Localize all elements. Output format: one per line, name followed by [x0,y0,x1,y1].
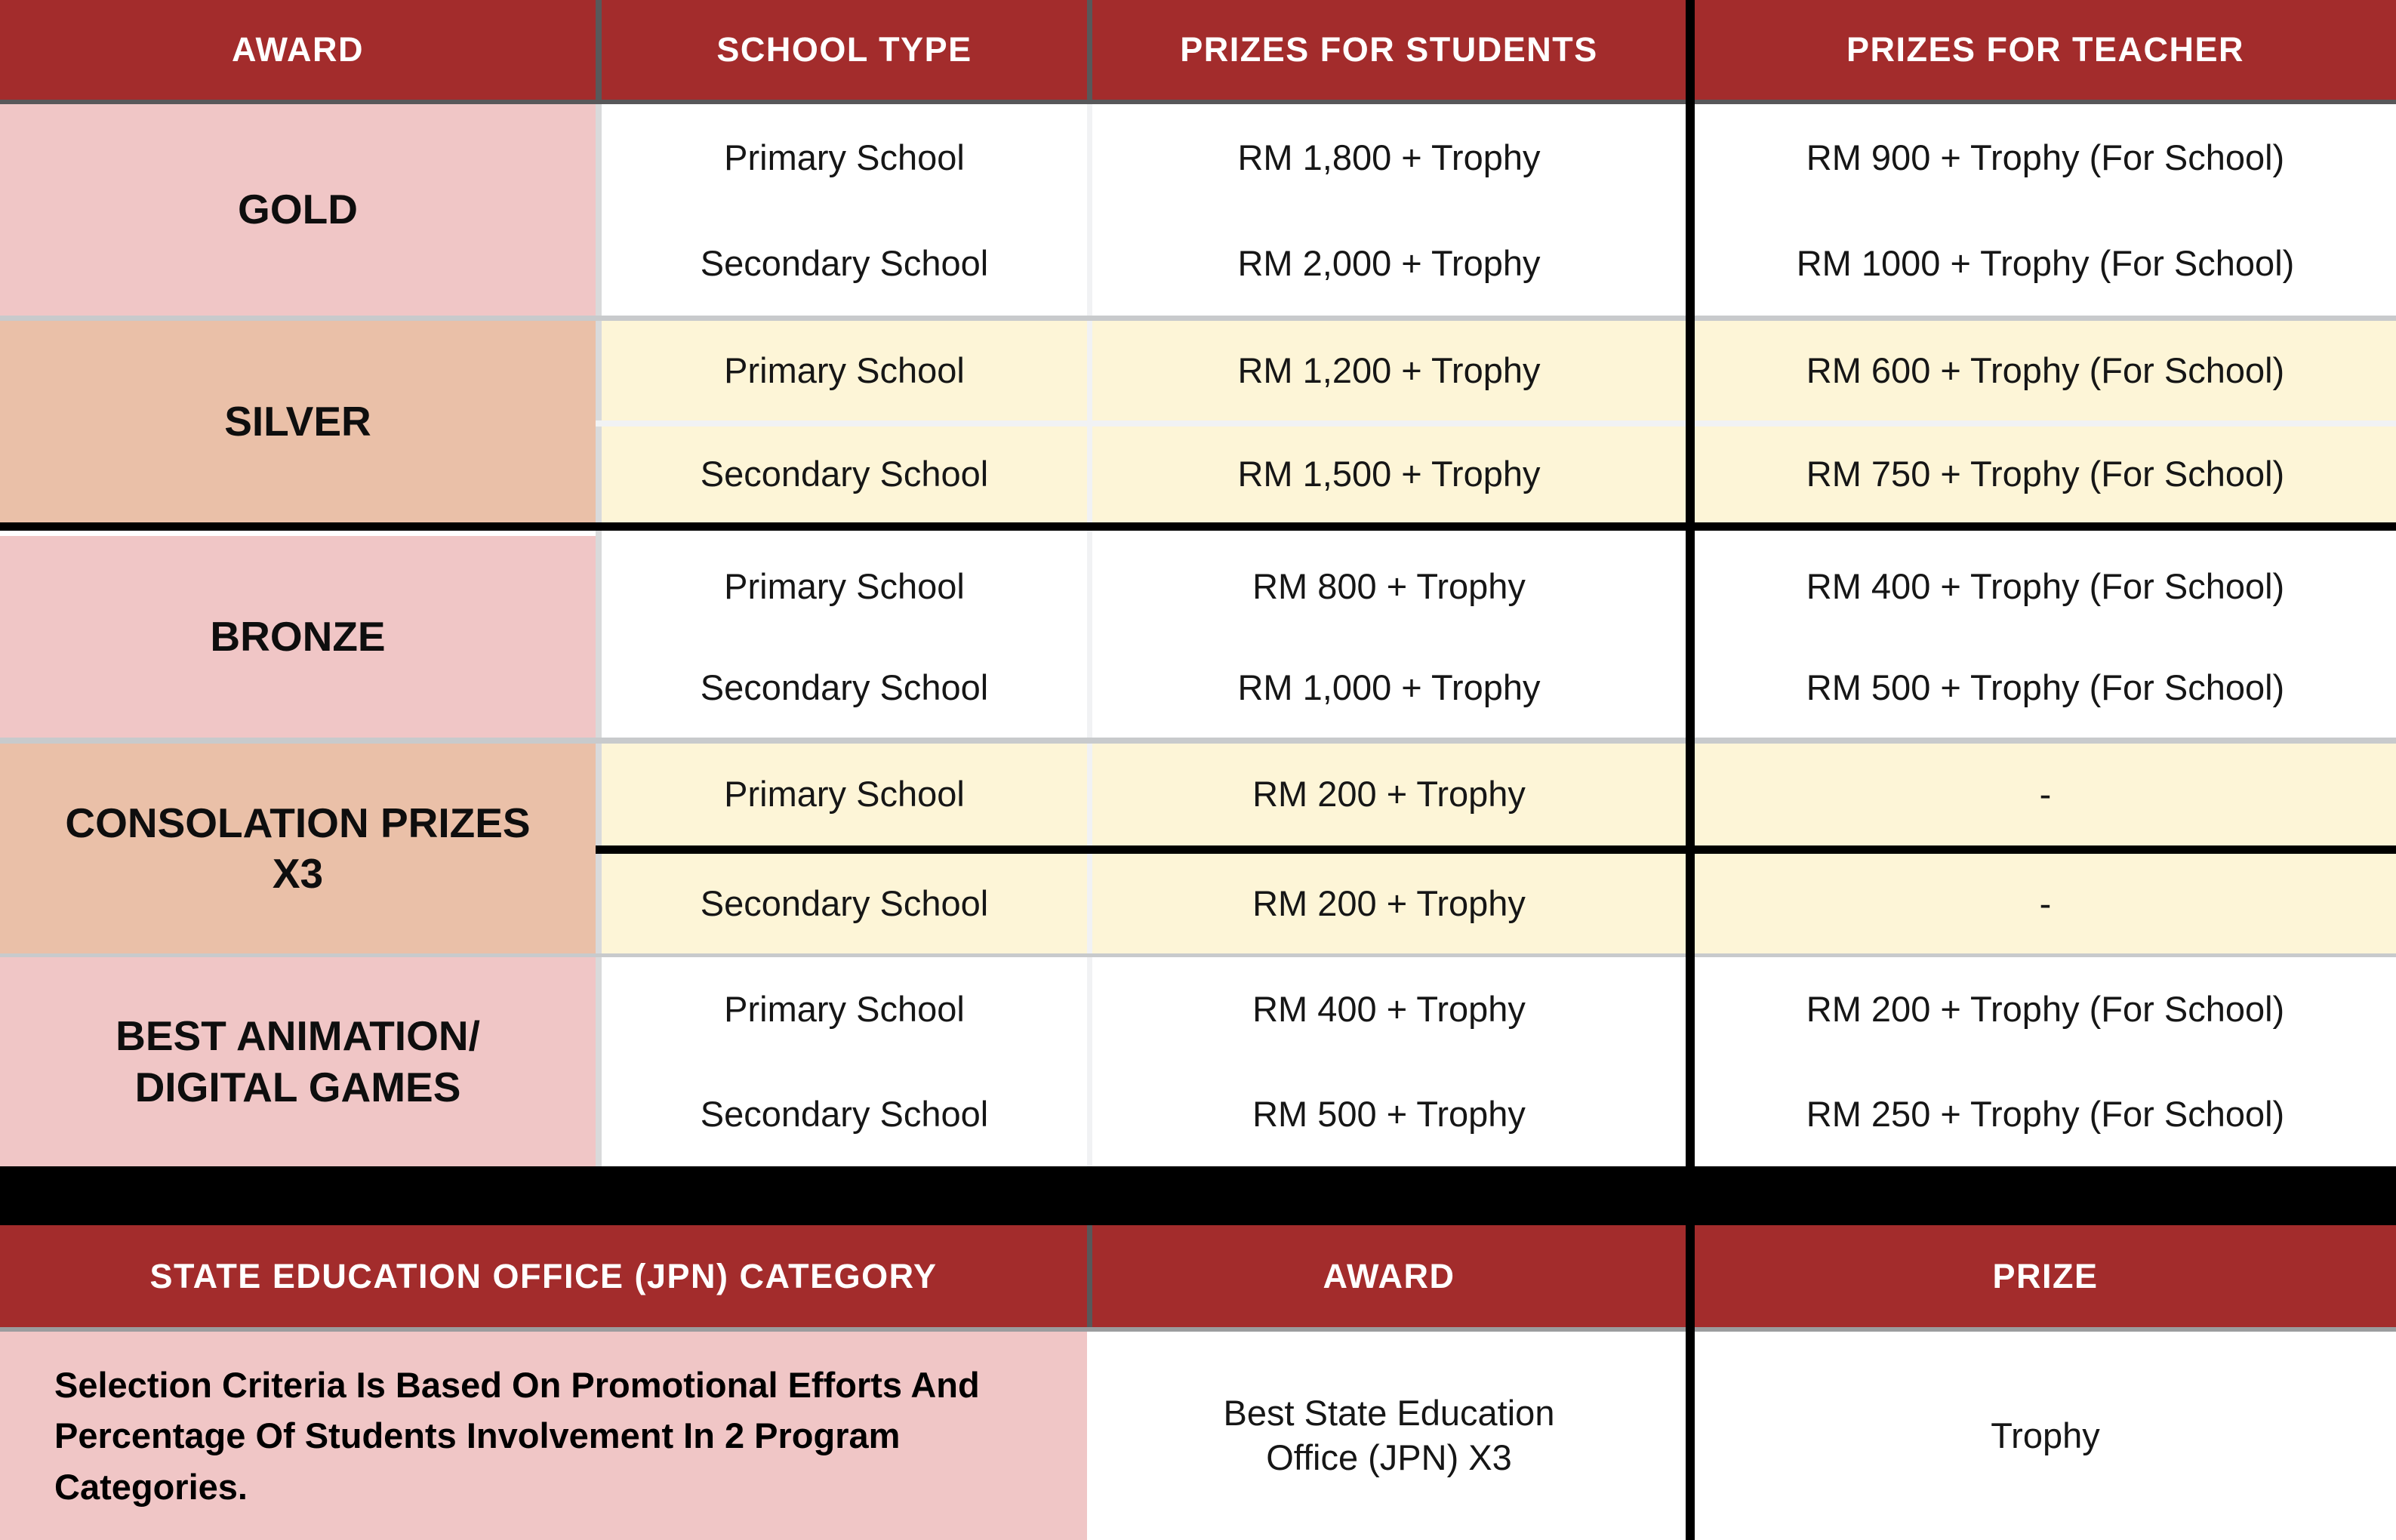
t1-best-animation-primary-students-cell [1092,957,1686,1062]
t1-header-school-type-label: SCHOOL TYPE [716,30,972,69]
cell-value: Primary School [724,566,965,607]
t2-header-divider [1087,1225,1092,1327]
cell-value: Primary School [724,350,965,390]
t1-bronze-secondary-students-cell [1092,638,1686,738]
cell-value: Secondary School [700,882,989,923]
t1-header-award-label: AWARD [232,30,364,69]
thick-divider-below-silver [0,522,2396,531]
cell-value: RM 200 + Trophy [1252,882,1526,923]
t1-header-bottom-border [0,100,2396,104]
t1-bronze-award-label: BRONZE [210,612,386,660]
cell-value: RM 900 + Trophy (For School) [1806,137,2285,178]
t1-silver-secondary-school-cell [602,427,1087,522]
cell-value: RM 500 + Trophy (For School) [1806,667,2285,707]
t1-best-animation-award-label: BEST ANIMATION/ DIGITAL GAMES [115,1012,480,1110]
cell-value: Primary School [724,137,965,178]
cell-value: Secondary School [700,1093,989,1134]
t1-gold-award-cell [0,104,596,316]
cell-value: Secondary School [700,454,989,494]
cell-value: Primary School [724,774,965,815]
cell-value: RM 1000 + Trophy (For School) [1796,243,2295,284]
cell-value: RM 1,500 + Trophy [1237,454,1541,494]
cell-value: RM 1,000 + Trophy [1237,667,1541,707]
t1-best-animation-secondary-students-cell [1092,1062,1686,1166]
t2-award-text: Best State Education Office (JPN) X3 [1223,1393,1555,1477]
t2-category-text: Selection Criteria Is Based On Promotional Efforts And Percentage Of Students Involvement In 2 Program Categories. [54,1365,980,1507]
t2-category-cell [0,1332,1087,1540]
t1-silver-primary-teacher-cell [1695,321,2396,420]
section-divider-gold-silver [0,316,2396,321]
t1-best-animation-award-cell [0,957,596,1166]
t1-col-divider-award [596,104,602,1166]
t2-prize-cell [1695,1332,2396,1540]
t1-bronze-secondary-teacher-cell [1695,638,2396,738]
cell-value: Primary School [724,989,965,1030]
cell-value: RM 400 + Trophy [1252,989,1526,1030]
t1-silver-secondary-students-cell [1092,427,1686,522]
t1-best-animation-secondary-school-cell [602,1062,1087,1166]
t1-gold-primary-students-cell [1092,104,1686,212]
t1-consolation-secondary-school-cell [602,854,1087,953]
t1-bronze-award-cell [0,536,596,738]
t2-header-bottom-border [0,1327,2396,1332]
t1-gold-secondary-teacher-cell [1695,212,2396,316]
t1-silver-award-cell [0,321,596,522]
t1-header-prizes-students-label: PRIZES FOR STUDENTS [1180,30,1598,69]
t2-header-category [0,1225,1087,1327]
cell-value: Secondary School [700,243,989,284]
thick-divider-consolation-rows [596,845,2396,854]
t1-gold-primary-school-cell [602,104,1087,212]
t1-consolation-award-cell [0,744,596,953]
t1-silver-primary-school-cell [602,321,1087,420]
t1-bronze-primary-students-cell [1092,536,1686,638]
t1-best-animation-primary-school-cell [602,957,1087,1062]
t2-header-prize-label: PRIZE [1992,1256,2099,1295]
t2-black-column-divider [1686,1225,1695,1540]
section-divider-consolation-best [0,953,2396,957]
cell-value: RM 200 + Trophy (For School) [1806,989,2285,1030]
t1-bronze-primary-school-cell [602,536,1087,638]
t2-header-category-label: STATE EDUCATION OFFICE (JPN) CATEGORY [149,1256,938,1295]
cell-value: RM 800 + Trophy [1252,566,1526,607]
t1-consolation-secondary-teacher-cell [1695,854,2396,953]
t1-best-animation-primary-teacher-cell [1695,957,2396,1062]
t2-header-award [1092,1225,1686,1327]
t1-silver-primary-students-cell [1092,321,1686,420]
cell-value: RM 400 + Trophy (For School) [1806,566,2285,607]
t1-header-prizes-teacher [1695,0,2396,100]
t2-header-prize [1695,1225,2396,1327]
t1-gold-primary-teacher-cell [1695,104,2396,212]
cell-value: RM 600 + Trophy (For School) [1806,350,2285,390]
t1-silver-award-label: SILVER [224,397,371,445]
t2-prize-text: Trophy [1991,1415,2100,1455]
t1-gold-award-label: GOLD [238,186,358,233]
t1-col-divider-school [1087,104,1092,1166]
t1-bronze-primary-teacher-cell [1695,536,2396,638]
section-divider-bronze-consolation [0,738,2396,744]
t2-award-cell [1092,1332,1686,1540]
t1-consolation-primary-students-cell [1092,744,1686,845]
t1-header-award [0,0,596,100]
t1-consolation-secondary-students-cell [1092,854,1686,953]
cell-value: RM 1,200 + Trophy [1237,350,1541,390]
t1-best-animation-secondary-teacher-cell [1695,1062,2396,1166]
t1-consolation-primary-school-cell [602,744,1087,845]
cell-value: RM 200 + Trophy [1252,774,1526,815]
cell-value: RM 250 + Trophy (For School) [1806,1093,2285,1134]
t1-silver-row-divider [596,420,2396,427]
cell-value: RM 500 + Trophy [1252,1093,1526,1134]
t1-silver-secondary-teacher-cell [1695,427,2396,522]
t1-header-prizes-students [1092,0,1686,100]
cell-value: RM 1,800 + Trophy [1237,137,1541,178]
cell-value: Secondary School [700,667,989,707]
table-separator-band [0,1166,2396,1225]
t1-header-school-type [602,0,1087,100]
t1-header-divider-2 [1087,0,1092,100]
t1-header-prizes-teacher-label: PRIZES FOR TEACHER [1846,30,2245,69]
cell-value: - [2039,774,2052,815]
t1-gold-secondary-students-cell [1092,212,1686,316]
cell-value: - [2039,882,2052,923]
t1-bronze-secondary-school-cell [602,638,1087,738]
cell-value: RM 2,000 + Trophy [1237,243,1541,284]
t1-consolation-award-label: CONSOLATION PRIZES X3 [65,799,531,897]
cell-value: RM 750 + Trophy (For School) [1806,454,2285,494]
t1-gold-secondary-school-cell [602,212,1087,316]
t1-black-column-divider [1686,0,1695,1225]
t1-header-divider-1 [596,0,602,100]
t1-consolation-primary-teacher-cell [1695,744,2396,845]
t2-header-award-label: AWARD [1323,1256,1455,1295]
